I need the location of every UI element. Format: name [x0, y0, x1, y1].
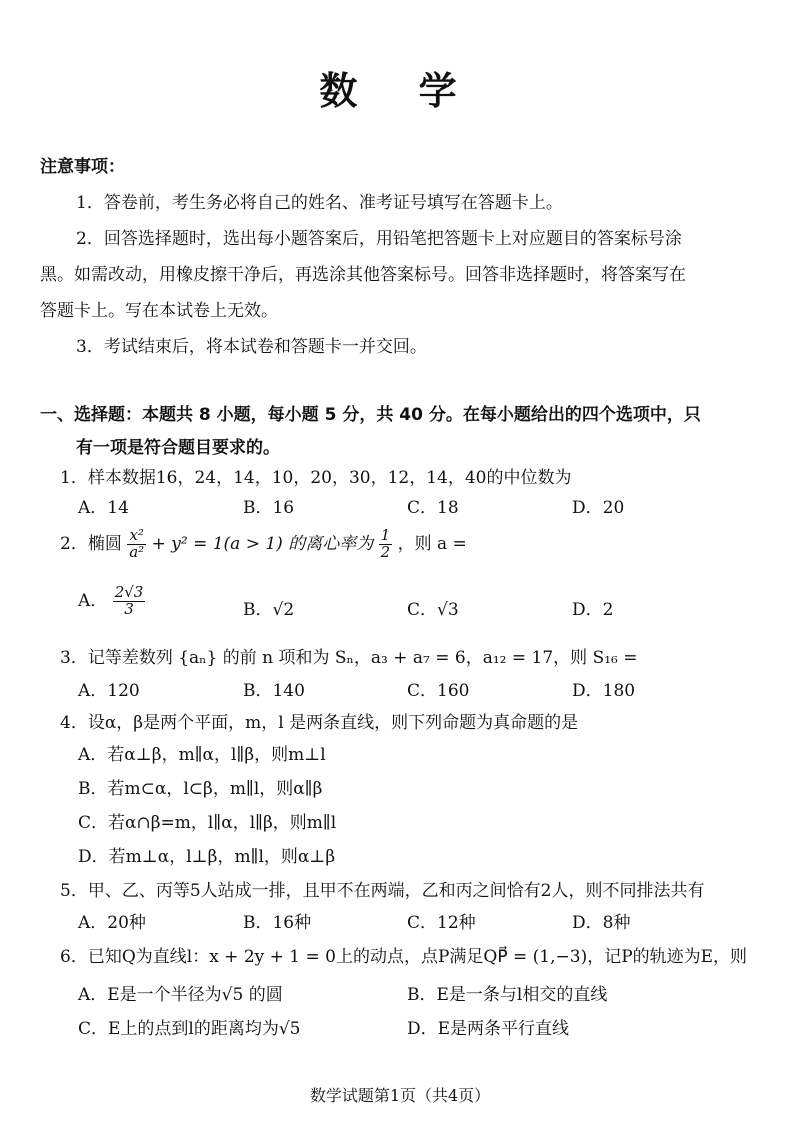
question-6-option-d: D．E是两条平行直线: [407, 1019, 570, 1039]
question-3-option-b: B．140: [243, 681, 305, 701]
section-heading-line-2: 有一项是符合题目要求的。: [76, 438, 280, 458]
question-3-option-a: A．120: [78, 681, 140, 701]
question-2-option-d: D．2: [572, 600, 614, 620]
question-1-stem: 1．样本数据16，24，14，10，20，30，12，14，40的中位数为: [60, 468, 572, 488]
question-2-prefix: 2．椭圆: [60, 533, 122, 554]
notice-heading: 注意事项：: [40, 157, 125, 177]
question-4-stem: 4．设α，β是两个平面，m，l 是两条直线，则下列命题为真命题的是: [60, 713, 579, 733]
question-3-stem: 3．记等差数列 {aₙ} 的前 n 项和为 Sₙ，a₃ + a₇ = 6，a₁₂ = 17，则 S₁₆ =: [60, 648, 638, 668]
question-2-fraction-denominator: a²: [129, 542, 145, 561]
notice-item-2-line-1: 2．回答选择题时，选出每小题答案后，用铅笔把答题卡上对应题目的答案标号涂: [76, 229, 682, 249]
question-2-option-a-denominator: 3: [124, 599, 134, 618]
question-2-eccentricity-fraction: [379, 528, 393, 561]
question-2-suffix: ，则 a =: [397, 533, 467, 554]
question-1-option-d: D．20: [572, 498, 625, 518]
question-2-half-numerator: 1: [380, 526, 391, 544]
question-5-option-d: D．8种: [572, 913, 631, 933]
question-3-option-c: C．160: [407, 681, 470, 701]
question-5-stem: 5．甲、乙、丙等5人站成一排，且甲不在两端，乙和丙之间恰有2人，则不同排法共有: [60, 881, 705, 901]
question-2-option-a-fraction: [113, 585, 146, 618]
question-2-fraction-numerator: x²: [127, 528, 146, 545]
question-2-half-denominator: 2: [380, 542, 391, 561]
notice-item-1: 1．答卷前，考生务必将自己的姓名、准考证号填写在答题卡上。: [76, 193, 563, 213]
question-2-equation: + y² = 1(a > 1) 的离心率为: [151, 533, 374, 554]
question-5-option-b: B．16种: [243, 913, 312, 933]
question-1-option-b: B．16: [243, 498, 295, 518]
question-2-ellipse-fraction: [127, 528, 146, 561]
question-6-option-b: B．E是一条与l相交的直线: [407, 985, 608, 1005]
question-4-option-c: C．若α∩β=m，l∥α，l∥β，则m∥l: [78, 813, 337, 833]
question-2-option-a-label: A．: [78, 590, 108, 611]
notice-item-2-line-3: 答题卡上。写在本试卷上无效。: [40, 301, 278, 321]
question-5-option-c: C．12种: [407, 913, 476, 933]
question-2-option-c: C．√3: [407, 600, 459, 620]
question-2-option-a: [78, 585, 145, 618]
question-4-option-a: A．若α⊥β，m∥α，l∥β，则m⊥l: [78, 745, 326, 765]
question-1-option-a: A．14: [78, 498, 129, 518]
question-6-option-a: A．E是一个半径为√5 的圆: [78, 985, 283, 1005]
section-heading-line-1: 一、选择题：本题共 8 小题，每小题 5 分，共 40 分。在每小题给出的四个选项中，只: [40, 405, 701, 425]
question-3-option-d: D．180: [572, 681, 636, 701]
question-5-option-a: A．20种: [78, 913, 146, 933]
page-footer: 数学试题第1页（共4页）: [309, 1086, 491, 1105]
question-2-stem: [60, 528, 467, 561]
question-1-option-c: C．18: [407, 498, 459, 518]
question-4-option-d: D．若m⊥α，l⊥β，m∥l，则α⊥β: [78, 847, 336, 867]
notice-item-3: 3．考试结束后，将本试卷和答题卡一并交回。: [76, 337, 427, 357]
question-2-option-a-numerator: 2√3: [114, 583, 144, 601]
question-2-option-b: B．√2: [243, 600, 295, 620]
notice-item-2-line-2: 黑。如需改动，用橡皮擦干净后，再选涂其他答案标号。回答非选择题时，将答案写在: [40, 265, 686, 285]
question-6-stem: 6．已知Q为直线l：x + 2y + 1 = 0上的动点，点P满足QP⃗ = (1,−3)，记P的轨迹为E，则: [60, 947, 748, 967]
page-title: 数 学: [319, 69, 481, 113]
question-4-option-b: B．若m⊂α，l⊂β，m∥l，则α∥β: [78, 779, 323, 799]
question-6-option-c: C．E上的点到l的距离均为√5: [78, 1019, 301, 1039]
